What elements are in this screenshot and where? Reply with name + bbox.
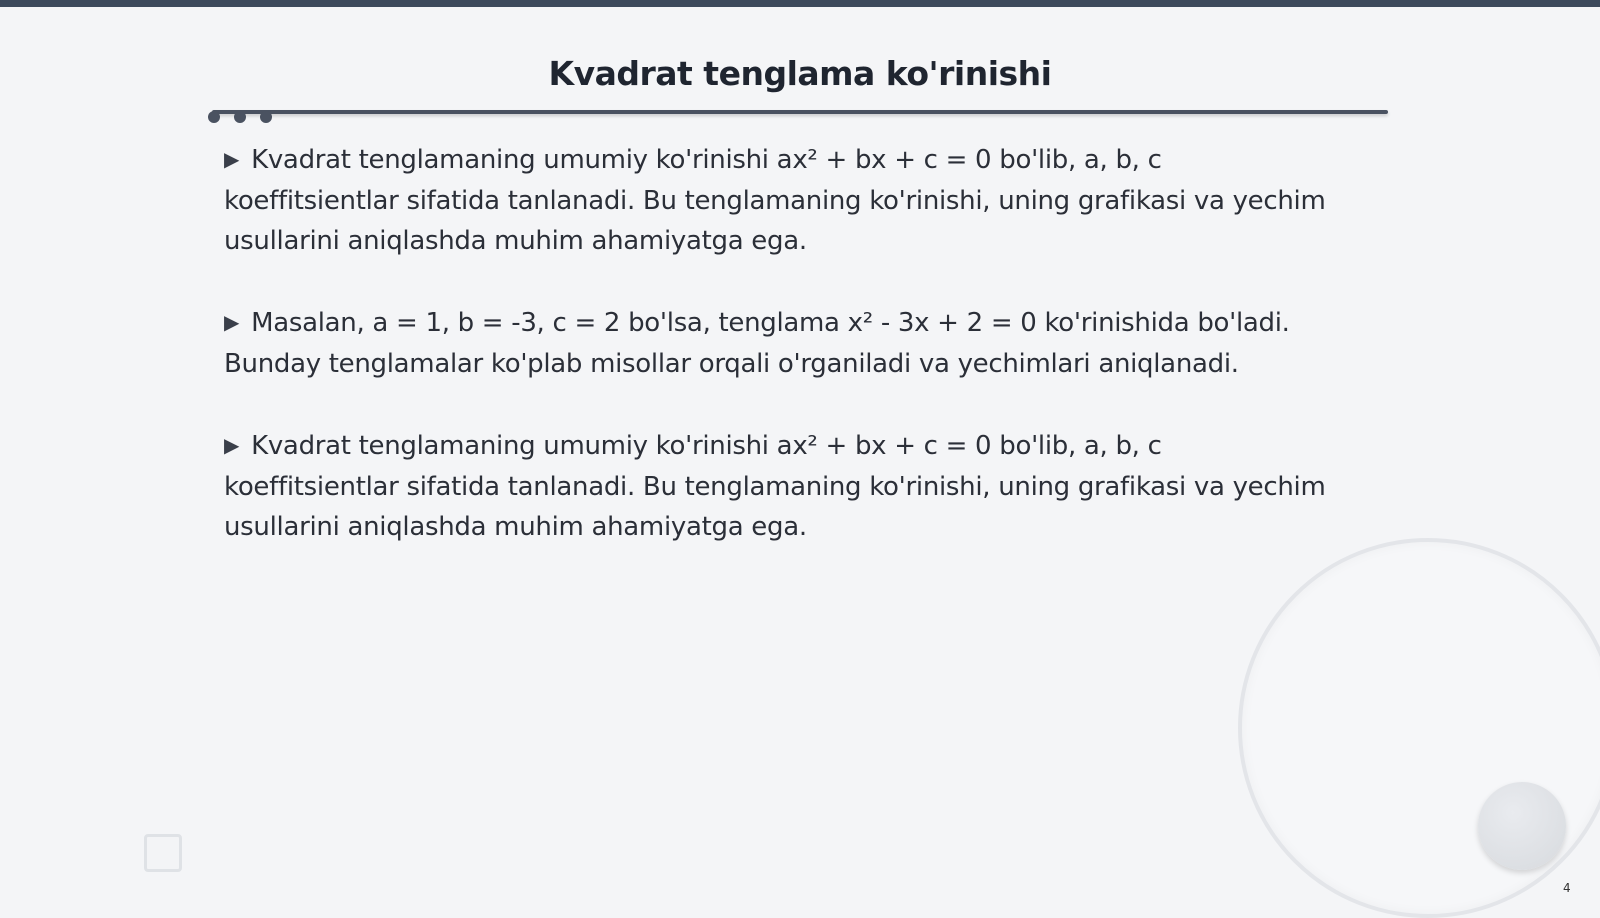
title-divider — [212, 110, 1388, 114]
triangle-right-icon: ▶ — [224, 310, 240, 334]
bullet-text: Kvadrat tenglamaning umumiy ko'rinishi ax² + bx + c = 0 bo'lib, a, b, c koeffitsientlar sifatida tanlanadi. Bu tenglamaning ko'rinishi, uning grafikasi va yechim usullarini aniqlashda muhim ahamiyatga ega. — [224, 145, 1326, 256]
divider-dot — [260, 111, 272, 123]
decorative-knob — [1478, 782, 1566, 870]
bullet-text: Kvadrat tenglamaning umumiy ko'rinishi ax² + bx + c = 0 bo'lib, a, b, c koeffitsientlar sifatida tanlanadi. Bu tenglamaning ko'rinishi, uning grafikasi va yechim usullarini aniqlashda muhim ahamiyatga ega. — [224, 431, 1326, 542]
divider-dot — [234, 111, 246, 123]
divider-dot — [208, 111, 220, 123]
bullet-item — [224, 140, 1344, 261]
slide-title: Kvadrat tenglama ko'rinishi — [548, 54, 1052, 93]
slide-body — [224, 140, 1344, 589]
triangle-right-icon: ▶ — [224, 433, 240, 457]
page-number: 4 — [1563, 881, 1571, 895]
bullet-item — [224, 426, 1344, 547]
bullet-text: Masalan, a = 1, b = -3, c = 2 bo'lsa, tenglama x² - 3x + 2 = 0 ko'rinishida bo'ladi. Bunday tenglamalar ko'plab misollar orqali o'rganiladi va yechimlari aniqlanadi. — [224, 308, 1290, 379]
decorative-square — [144, 834, 182, 872]
bullet-item — [224, 303, 1344, 384]
top-accent-band — [0, 0, 1600, 7]
triangle-right-icon: ▶ — [224, 147, 240, 171]
